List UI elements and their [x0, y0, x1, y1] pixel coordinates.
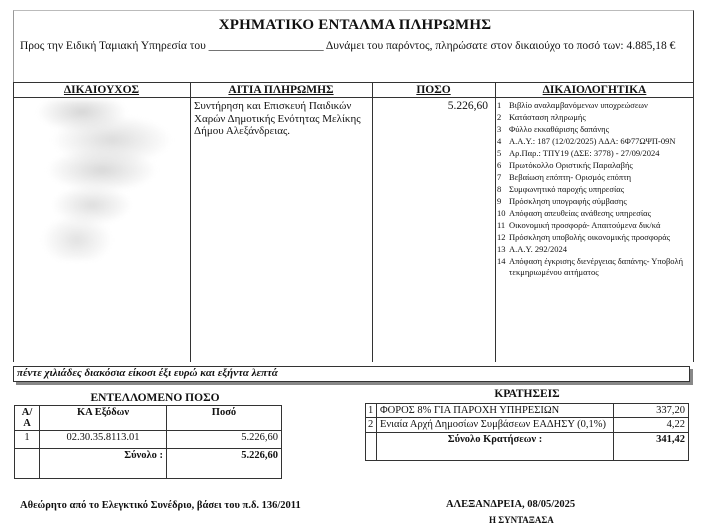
ordered-amount-table: [14, 405, 282, 479]
document-item-text: Κατάσταση πληρωμής: [509, 112, 586, 122]
document-item: [497, 184, 692, 196]
oa-total: 5.226,60: [167, 449, 282, 479]
oa-row-code: 02.30.35.8113.01: [40, 431, 167, 449]
table-row: [15, 431, 282, 449]
document-item-number: 13: [497, 244, 506, 254]
document-item-text: Α.Α.Υ. 292/2024: [509, 244, 567, 254]
document-item: [497, 136, 692, 148]
ded-total-label: Σύνολο Κρατήσεων :: [377, 433, 614, 461]
intro-text: Προς την Ειδική Ταμιακή Υπηρεσία του ____________________ Δυνάμει του παρόντος, πληρώσατε στον δικαιούχο το ποσό των: 4.885,18 €: [20, 40, 676, 52]
audit-note: Αθεώρητο από το Ελεγκτικό Συνέδριο, βάσει του π.δ. 136/2011: [20, 500, 301, 511]
document-item-number: 11: [497, 220, 506, 230]
document-item-number: 14: [497, 256, 506, 266]
document-item-number: 4: [497, 136, 502, 146]
document-item-number: 2: [497, 112, 502, 122]
deductions-title: ΚΡΑΤΗΣΕΙΣ: [494, 388, 560, 400]
document-item-text: Απόφαση έγκρισης διενέργειας δαπάνης- Υποβολή τεκμηριωμένου αιτήματος: [509, 256, 684, 277]
ded-row-1-amount: 337,20: [614, 404, 689, 418]
document-item-number: 6: [497, 160, 502, 170]
document-item-number: 12: [497, 232, 506, 242]
signatory: Η ΣΥΝΤΑΞΑΣΑ: [489, 515, 554, 525]
document-item-text: Πρωτόκολλο Οριστικής Παραλαβής: [509, 160, 633, 170]
oa-row-aa: 1: [15, 431, 40, 449]
ded-row-1-n: 1: [366, 404, 377, 418]
document-item: [497, 148, 692, 160]
oa-total-label: Σύνολο :: [40, 449, 167, 479]
document-item-number: 10: [497, 208, 506, 218]
ded-total: 341,42: [614, 433, 689, 461]
payment-reason: Συντήρηση και Επισκευή Παιδικών Χαρών Δημοτικής Ενότητας Μελίκης Δήμου Αλεξάνδρειας.: [194, 100, 361, 137]
documents-list: [497, 100, 692, 279]
document-item: [497, 160, 692, 172]
document-item: [497, 232, 692, 244]
oa-row-amount: 5.226,60: [167, 431, 282, 449]
oa-header-aa: Α/Α: [15, 406, 40, 431]
document-item: [497, 256, 692, 279]
document-item-number: 7: [497, 172, 502, 182]
document-item: [497, 172, 692, 184]
document-item-number: 1: [497, 100, 502, 110]
document-item: [497, 196, 692, 208]
document-item-number: 9: [497, 196, 502, 206]
table-row: [366, 404, 689, 418]
document-item-number: 5: [497, 148, 502, 158]
ded-row-2-label: Ενιαία Αρχή Δημοσίων Συμβάσεων ΕΑΔΗΣΥ (0,1%): [377, 418, 614, 433]
document-item: [497, 112, 692, 124]
ded-row-1-label: ΦΟΡΟΣ 8% ΓΙΑ ΠΑΡΟΧΗ ΥΠΗΡΕΣΙΩΝ: [377, 404, 614, 418]
document-item: [497, 124, 692, 136]
document-item-text: Α.Α.Υ.: 187 (12/02/2025) ΑΔΑ: 6Φ77ΩΨΠ-09Ν: [509, 136, 676, 146]
amount-in-words: πέντε χιλιάδες διακόσια είκοσι έξι ευρώ και εξήντα λεπτά: [17, 367, 278, 379]
document-item: [497, 100, 692, 112]
document-item-text: Πρόσκληση υπογραφής σύμβασης: [509, 196, 627, 206]
main-amount: 5.226,60: [447, 100, 488, 112]
ordered-amount-title: ΕΝΤΕΛΛΟΜΕΝΟ ΠΟΣΟ: [90, 392, 220, 404]
document-item: [497, 220, 692, 232]
document-item-text: Συμφωνητικό παροχής υπηρεσίας: [509, 184, 625, 194]
document-item-text: Φύλλο εκκαθάρισης δαπάνης: [509, 124, 609, 134]
document-item-text: Αρ.Παρ.: ΤΠΥ19 (ΔΣΕ: 3778) - 27/09/2024: [509, 148, 660, 158]
ded-row-2-amount: 4,22: [614, 418, 689, 433]
document-title: ΧΡΗΜΑΤΙΚΟ ΕΝΤΑΛΜΑ ΠΛΗΡΩΜΗΣ: [218, 17, 492, 33]
header-beneficiary: ΔΙΚΑΙΟΥΧΟΣ: [63, 84, 140, 96]
header-documents: ΔΙΚΑΙΟΛΟΓΗΤΙΚΑ: [542, 84, 647, 96]
beneficiary-redacted: [22, 100, 182, 260]
header-amount: ΠΟΣΟ: [416, 84, 451, 96]
table-row: [366, 418, 689, 433]
document-item-text: Πρόσκληση υποβολής οικονομικής προσφοράς: [509, 232, 671, 242]
oa-header-code: ΚΑ Εξόδων: [40, 406, 167, 431]
place-date: ΑΛΕΞΑΝΔΡΕΙΑ, 08/05/2025: [446, 499, 576, 510]
ded-row-2-n: 2: [366, 418, 377, 433]
document-item-text: Απόφαση απευθείας ανάθεσης υπηρεσίας: [509, 208, 651, 218]
header-payment-reason: ΑΙΤΙΑ ΠΛΗΡΩΜΗΣ: [228, 84, 334, 96]
document-item: [497, 208, 692, 220]
document-item-text: Βιβλίο αναλαμβανόμενων υποχρεώσεων: [509, 100, 648, 110]
document-item-number: 3: [497, 124, 502, 134]
document-item-text: Οικονομική προσφορά- Απαιτούμενα δικ/κά: [509, 220, 661, 230]
document-item: [497, 244, 692, 256]
oa-header-amount: Ποσό: [167, 406, 282, 431]
deductions-table: [365, 403, 689, 461]
document-item-number: 8: [497, 184, 502, 194]
document-item-text: Βεβαίωση επόπτη- Ορισμός επόπτη: [509, 172, 632, 182]
